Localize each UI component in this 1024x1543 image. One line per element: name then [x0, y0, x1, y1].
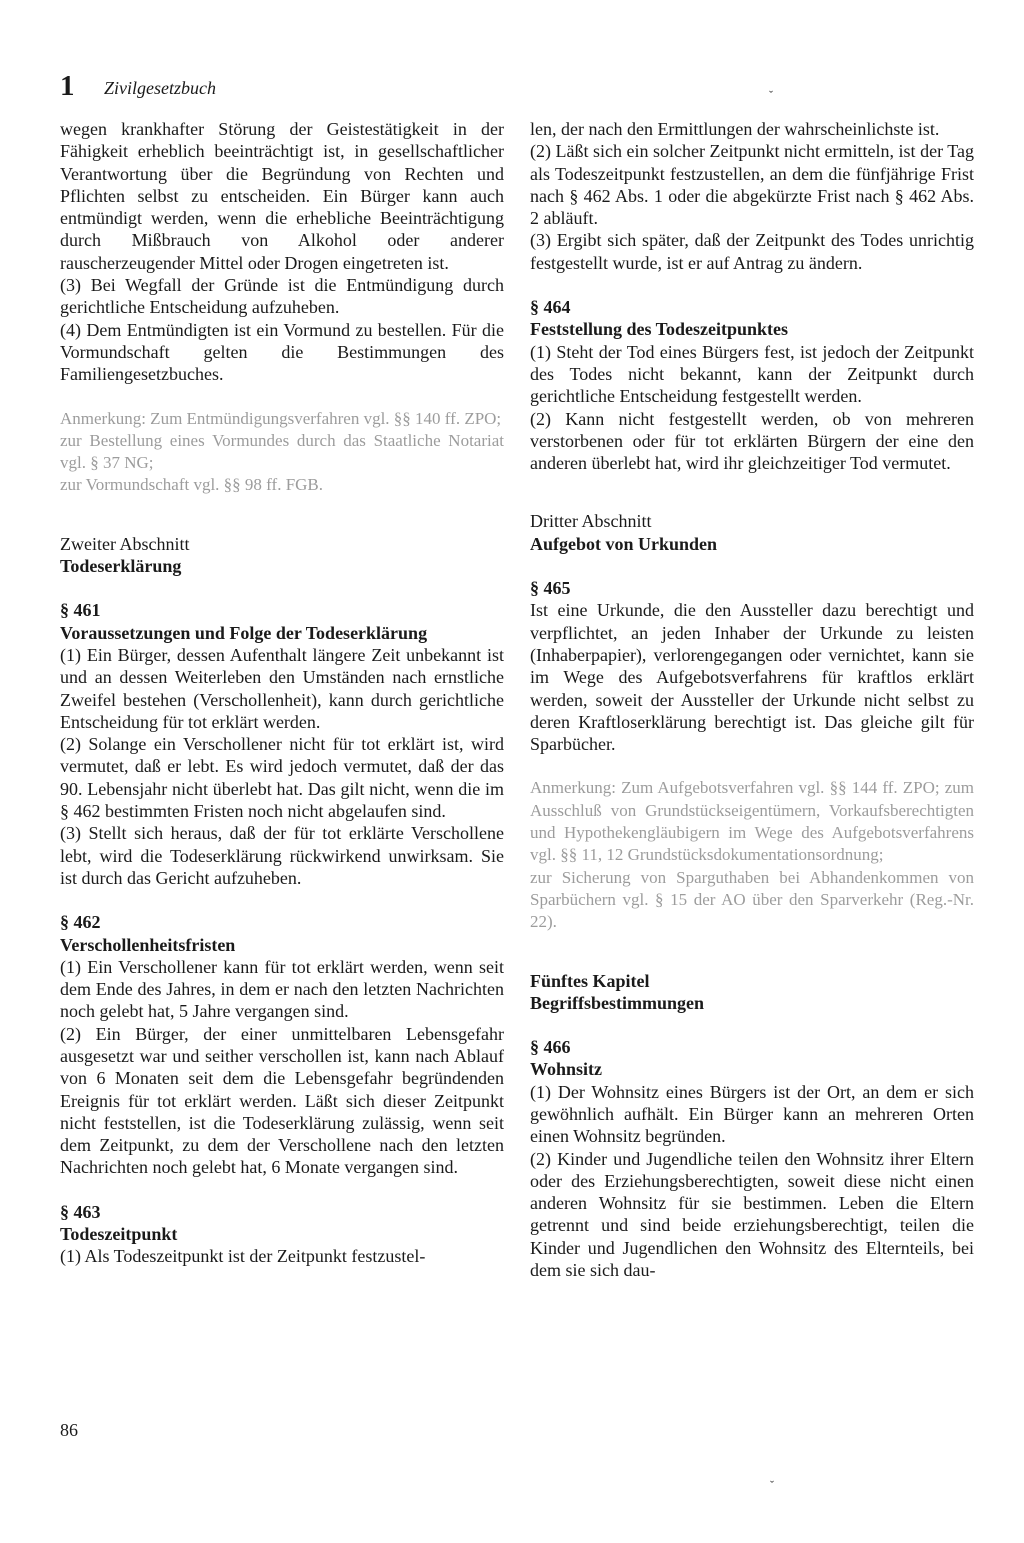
paragraph: (1) Steht der Tod eines Bürgers fest, ist jedoch der Zeitpunkt des Todes nicht bekannt, kann der Zeitpunkt durch gerichtliche Entscheidung festgestellt werden.: [530, 341, 974, 407]
chapter-label: Fünftes Kapitel: [530, 970, 650, 991]
paragraph: (3) Bei Wegfall der Gründe ist die Entmündigung durch gerichtliche Entscheidung aufzuheben.: [60, 275, 504, 318]
section-title: Aufgebot von Urkunden: [530, 533, 718, 554]
paragraph: (1) Als Todeszeitpunkt ist der Zeitpunkt festzustel-: [60, 1246, 426, 1267]
annotation-note: zur Sicherung von Sparguthaben bei Abhandenkommen von Sparbüchern vgl. § 15 der AO über den Sparverkehr (Reg.-Nr. 22).: [530, 867, 974, 932]
right-column: [530, 118, 974, 1281]
section-title: Todeserklärung: [60, 556, 182, 577]
section-label: Zweiter Abschnitt: [60, 533, 190, 554]
paragraph: (1) Ein Bürger, dessen Aufenthalt längere Zeit unbekannt ist und an dessen Weiterleben den Umständen nach ernstliche Zweifel bestehen (Verschollenheit), kann durch gerichtliche Entscheidung für tot erklärt werden.: [60, 644, 504, 732]
paragraph-number: § 463: [60, 1201, 101, 1222]
annotation-note: zur Vormundschaft vgl. §§ 98 ff. FGB.: [60, 475, 324, 495]
paragraph: (2) Solange ein Verschollener nicht für tot erklärt ist, wird vermutet, daß er lebt. Es wird jedoch vermutet, daß der das 90. Lebensjahr nicht überlebt hat. Das gilt nicht, wenn die im § 462 bestimmten Fristen noch nicht abgelaufen sind.: [60, 734, 504, 822]
scan-mark: ˇ: [769, 88, 773, 102]
paragraph: (4) Dem Entmündigten ist ein Vormund zu bestellen. Für die Vormundschaft gelten die Bestimmungen des Familiengesetzbuches.: [60, 319, 504, 385]
paragraph-continuation: len, der nach den Ermittlungen der wahrscheinlichste ist.: [530, 119, 940, 139]
paragraph: (3) Stellt sich heraus, daß der für tot erklärte Verschollene lebt, wird die Todeserklärung rückwirkend unwirksam. Sie ist durch das Gericht aufzuheben.: [60, 823, 504, 888]
chapter-title: Begriffsbestimmungen: [530, 992, 704, 1013]
paragraph: (1) Der Wohnsitz eines Bürgers ist der Ort, an dem er sich gewöhnlich aufhält. Ein Bürger kann an mehreren Orten einen Wohnsitz begründen.: [530, 1081, 974, 1147]
paragraph-number: § 466: [530, 1037, 571, 1058]
paragraph-number: § 461: [60, 600, 101, 621]
paragraph-continuation: wegen krankhafter Störung der Geistestätigkeit in der Fähigkeit erheblich beeinträchtigt ist, in gesellschaftlicher Verantwortung über die Begründung von Rechten und Pflichten selbst zu entscheiden. Ein Bürger kann auch entmündigt werden, wenn die erhebliche Beeinträchtigung durch Mißbrauch von Alkohol oder anderer rauscherzeugender Mittel oder Drogen eingetreten ist.: [60, 119, 504, 273]
running-header: [60, 70, 216, 103]
paragraph-heading: Wohnsitz: [530, 1059, 603, 1080]
paragraph-heading: Verschollenheitsfristen: [60, 934, 236, 955]
annotation-note: zur Bestellung eines Vormundes durch das Staatliche Notariat vgl. § 37 NG;: [60, 430, 504, 473]
annotation-note: Anmerkung: Zum Aufgebotsverfahren vgl. §§ 144 ff. ZPO; zum Ausschluß von Grundstückseigentümern, Vorkaufsberechtigten und Hypothekengläubigern im Wege des Aufgebotsverfahrens vgl. §§ 11, 12 Grundstücksdokumentationsordnung;: [530, 778, 974, 865]
paragraph-heading: Todeszeitpunkt: [60, 1224, 178, 1245]
book-title: Zivilgesetzbuch: [104, 78, 216, 98]
scan-mark: ˇ: [770, 1478, 774, 1492]
paragraph-number: § 464: [530, 297, 571, 318]
paragraph-heading: Feststellung des Todeszeitpunktes: [530, 319, 789, 340]
paragraph-number: § 465: [530, 578, 571, 599]
page-number: 86: [60, 1420, 78, 1440]
paragraph: (2) Ein Bürger, der einer unmittelbaren Lebensgefahr ausgesetzt war und seither verschollen ist, kann nach Ablauf von 6 Monaten seit dem die Lebensgefahr begründenden Ereignis für tot erklärt werden. Läßt sich dieser Zeitpunkt nicht feststellen, ist die Todeserklärung zulässig, wenn seit dem Zeitpunkt, zu dem der Verschollene nach den letzten Nachrichten noch gelebt hat, 6 Monate vergangen sind.: [60, 1023, 504, 1178]
paragraph: Ist eine Urkunde, die den Aussteller dazu berechtigt und verpflichtet, an jeden Inhaber der Urkunde zu leisten (Inhaberpapier), verlorengegangen oder vernichtet, kann sie im Wege des Aufgebotsverfahrens für kraftlos erklärt werden, soweit der Aussteller der Urkunde nicht selbst zu deren Kraftloserklärung berechtigt ist. Das gleiche gilt für Sparbücher.: [530, 600, 974, 755]
annotation-note: Anmerkung: Zum Entmündigungsverfahren vgl. §§ 140 ff. ZPO;: [60, 408, 502, 428]
paragraph: (3) Ergibt sich später, daß der Zeitpunkt des Todes unrichtig festgestellt wurde, ist er auf Antrag zu ändern.: [530, 230, 974, 273]
paragraph: (2) Kann nicht festgestellt werden, ob von mehreren verstorbenen oder für tot erklärten Bürgern der eine den anderen überlebt hat, wird ihr gleichzeitiger Tod vermutet.: [530, 408, 974, 474]
paragraph-number: § 462: [60, 912, 101, 933]
paragraph-heading: Voraussetzungen und Folge der Todeserklärung: [60, 622, 428, 643]
paragraph: (2) Kinder und Jugendliche teilen den Wohnsitz ihrer Eltern oder des Erziehungsberechtigten, soweit diese nicht einen anderen Wohnsitz für sie bestimmen. Leben die Eltern getrennt und sind beide erziehungsberechtigt, teilen die Kinder und Jugendlichen den Wohnsitz des Elternteils, bei dem sie sich dau-: [530, 1148, 974, 1281]
paragraph: (1) Ein Verschollener kann für tot erklärt werden, wenn seit dem Ende des Jahres, in dem er nach den letzten Nachrichten noch gelebt hat, 5 Jahre vergangen sind.: [60, 956, 504, 1022]
chapter-number: 1: [60, 70, 76, 102]
left-column: [60, 118, 504, 1268]
section-label: Dritter Abschnitt: [530, 511, 652, 532]
paragraph: (2) Läßt sich ein solcher Zeitpunkt nicht ermitteln, ist der Tag als Todeszeitpunkt festzustellen, an dem die fünfjährige Frist nach § 462 Abs. 1 oder die abgekürzte Frist nach § 462 Abs. 2 abläuft.: [530, 141, 974, 229]
